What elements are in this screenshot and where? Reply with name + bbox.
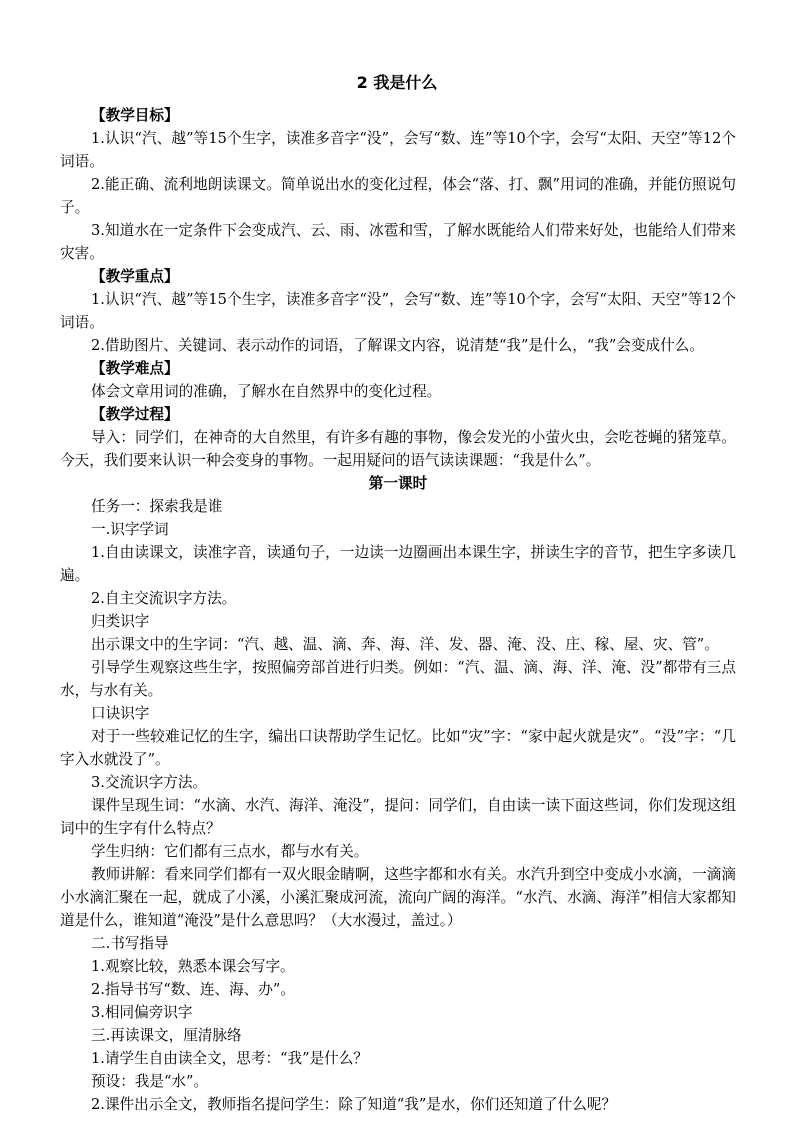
method-classification: 归类识字 bbox=[91, 613, 150, 630]
section-heading-key-points: 【教学重点】 bbox=[91, 268, 179, 285]
reread-step-1: 1.请学生自由读全文，思考：“我”是什么？ bbox=[91, 1050, 368, 1067]
writing-step-1: 1.观察比较，熟悉本课会写字。 bbox=[91, 958, 295, 975]
literacy-step-1: 1.自由读课文，读准字音，读通句子，一边读一边圈画出本课生字，拼读生字的音节，把生字多读几遍。 bbox=[60, 544, 736, 584]
task-one-heading: 任务一：探索我是谁 bbox=[91, 498, 223, 515]
reread-preset: 预设：我是“水”。 bbox=[91, 1073, 209, 1090]
section-heading-process: 【教学过程】 bbox=[91, 406, 179, 423]
objective-3: 3.知道水在一定条件下会变成汽、云、雨、冰雹和雪，了解水既能给人们带来好处，也能给人们带来灾害。 bbox=[60, 222, 736, 262]
method-rhyme: 口诀识字 bbox=[91, 705, 150, 722]
key-point-1: 1.认识“汽、越”等15个生字，读准多音字“没”，会写“数、连”等10个字，会写“太阳、天空”等12个词语。 bbox=[60, 291, 736, 331]
new-characters-list: 出示课文中的生字词：“汽、越、温、滴、奔、海、洋、发、器、淹、没、庄、稼、屋、灾、管”。 bbox=[91, 636, 719, 653]
courseware-words: 课件呈现生词：“水滴、水汽、海洋、淹没”，提问：同学们，自由读一读下面这些词，你们发现这组词中的生字有什么特点？ bbox=[60, 797, 736, 837]
literacy-step-3: 3.交流识字方法。 bbox=[91, 774, 208, 791]
literacy-step-2: 2.自主交流识字方法。 bbox=[91, 590, 237, 607]
document-body bbox=[60, 104, 736, 1116]
writing-step-2: 2.指导书写“数、连、海、办”。 bbox=[91, 981, 295, 998]
lesson-one-heading: 第一课时 bbox=[368, 475, 428, 492]
radical-grouping-text: 引导学生观察这些生字，按照偏旁部首进行归类。例如：“汽、温、滴、海、洋、淹、没”都带有三点水，与水有关。 bbox=[60, 659, 736, 699]
student-summary: 学生归纳：它们都有三点水，都与水有关。 bbox=[91, 843, 369, 860]
subsection-writing: 二.书写指导 bbox=[91, 935, 169, 952]
section-heading-difficulties: 【教学难点】 bbox=[91, 360, 179, 377]
difficulty-text: 体会文章用词的准确，了解水在自然界中的变化过程。 bbox=[91, 383, 442, 400]
objective-1: 1.认识“汽、越”等15个生字，读准多音字“没”，会写“数、连”等10个字，会写“太阳、天空”等12个词语。 bbox=[60, 130, 736, 170]
subsection-literacy: 一.识字学词 bbox=[91, 521, 169, 538]
teacher-explanation: 教师讲解：看来同学们都有一双火眼金睛啊，这些字都和水有关。水汽升到空中变成小水滴，一滴滴小水滴汇聚在一起，就成了小溪，小溪汇聚成河流，流向广阔的海洋。“水汽、水滴、海洋”相信大家都知道是什么，谁知道“淹没”是什么意思吗？（大水漫过，盖过。） bbox=[60, 866, 736, 929]
page-title: 2 我是什么 bbox=[356, 73, 438, 92]
reread-step-2: 2.课件出示全文，教师指名提问学生：除了知道“我”是水，你们还知道了什么呢？ bbox=[91, 1096, 617, 1113]
objective-2: 2.能正确、流利地朗读课文。简单说出水的变化过程，体会“落、打、飘”用词的准确，并能仿照说句子。 bbox=[60, 176, 736, 216]
writing-step-3: 3.相同偏旁识字 bbox=[91, 1004, 193, 1021]
key-point-2: 2.借助图片、关键词、表示动作的词语，了解课文内容，说清楚“我”是什么，“我”会变成什么。 bbox=[91, 337, 704, 354]
section-heading-objectives: 【教学目标】 bbox=[91, 107, 179, 124]
rhyme-examples: 对于一些较难记忆的生字，编出口诀帮助学生记忆。比如“灾”字：“家中起火就是灾”。“没”字：“几字入水就没了”。 bbox=[60, 728, 736, 768]
subsection-reread: 三.再读课文，厘清脉络 bbox=[91, 1027, 242, 1044]
introduction-text: 导入：同学们，在神奇的大自然里，有许多有趣的事物，像会发光的小萤火虫，会吃苍蝇的猪笼草。今天，我们要来认识一种会变身的事物。一起用疑问的语气读读课题：“我是什么”。 bbox=[60, 429, 736, 469]
